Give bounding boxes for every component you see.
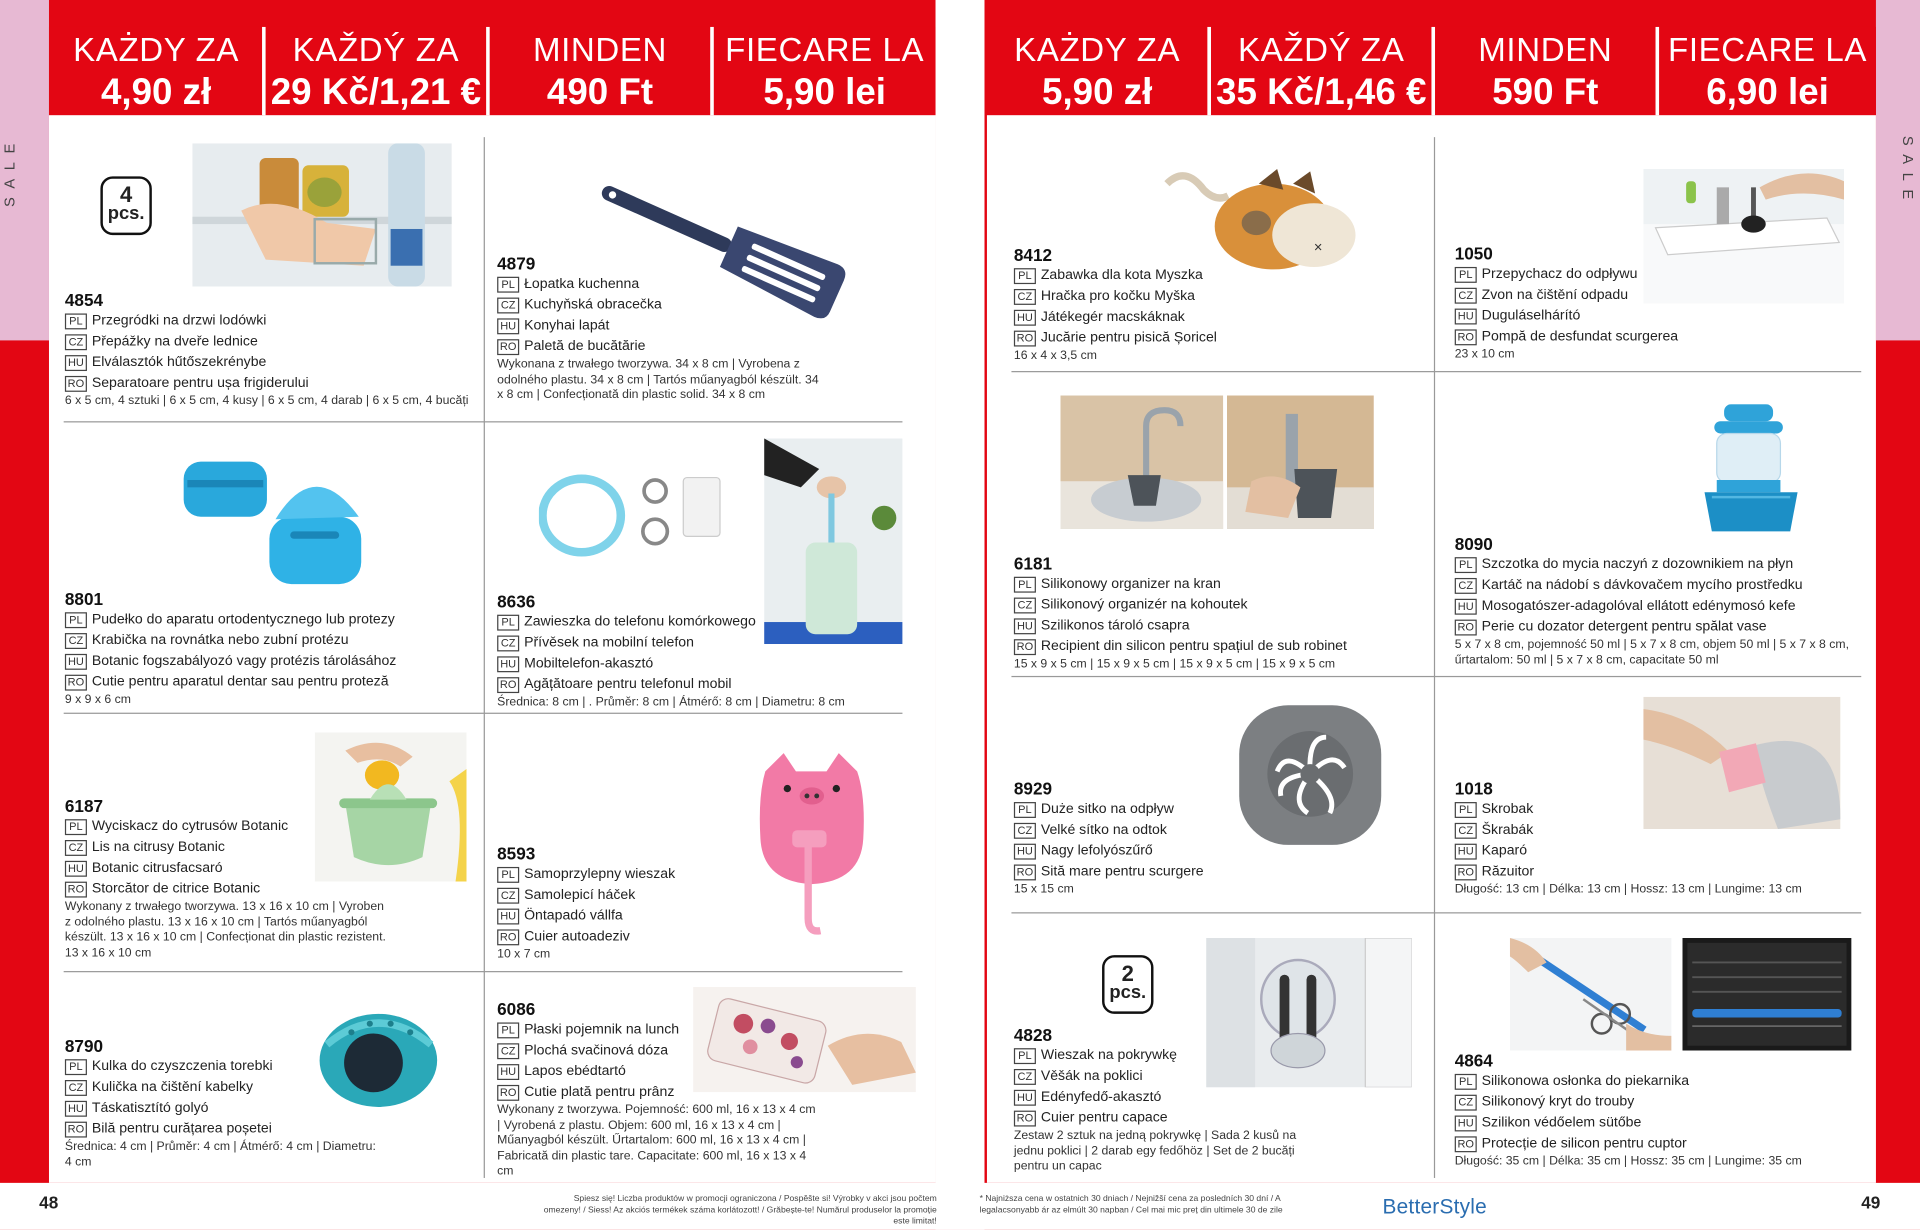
product-name-pl: Kulka do czyszczenia torebki xyxy=(91,1059,273,1074)
price-header-cz-left xyxy=(266,27,486,115)
lang-tag-hu: HU xyxy=(1014,618,1036,634)
lang-tag-pl: PL xyxy=(1455,1074,1477,1090)
product-8636 xyxy=(497,590,901,711)
product-8593 xyxy=(497,842,901,963)
product-name-hu: Duguláselhárító xyxy=(1481,308,1581,324)
lang-tag-pl: PL xyxy=(1014,268,1036,284)
lang-tag-hu: HU xyxy=(1455,844,1477,860)
right-sale-label: SALE xyxy=(1899,135,1917,208)
header-line1: FIECARE LA xyxy=(1668,31,1868,69)
price-header-ro-right xyxy=(1659,27,1876,115)
product-dimensions: Długość: 13 cm | Délka: 13 cm | Hossz: 13 cm | Lungime: 13 cm xyxy=(1454,882,1802,897)
product-name-pl: Płaski pojemnik na lunch xyxy=(524,1022,680,1038)
lang-tag-pl: PL xyxy=(1014,577,1036,593)
header-line1: KAŻDY ZA xyxy=(1014,31,1181,69)
product-4854 xyxy=(65,289,481,410)
price-header-cz-right xyxy=(1211,27,1431,115)
product-name-cz: Škrabák xyxy=(1481,822,1534,838)
lang-tag-hu: HU xyxy=(1014,310,1036,326)
lang-tag-cz: CZ xyxy=(1455,288,1477,304)
product-name-ro: Răzuitor xyxy=(1481,864,1535,880)
product-name-cz: Lis na citrusy Botanic xyxy=(91,840,225,855)
header-line1: FIECARE LA xyxy=(725,31,925,69)
product-name-ro: Recipient din silicon pentru spațiul de sub robinet xyxy=(1040,639,1347,654)
bottom-white-band xyxy=(0,1183,1920,1230)
brand-logo: BetterStyle xyxy=(1382,1195,1487,1219)
lang-tag-hu: HU xyxy=(1455,1116,1477,1132)
lang-tag-ro: RO xyxy=(1455,1136,1477,1152)
product-6086 xyxy=(497,998,901,1180)
product-name-ro: Cuier pentru capace xyxy=(1040,1110,1168,1126)
product-code: 4854 xyxy=(64,290,104,310)
page-number-left: 48 xyxy=(39,1192,59,1213)
row-divider xyxy=(1011,371,1861,372)
lang-tag-ro: RO xyxy=(497,677,519,693)
lang-tag-cz: CZ xyxy=(497,888,519,904)
header-price: 490 Ft xyxy=(546,72,654,113)
header-line1: KAŽDÝ ZA xyxy=(1237,31,1405,69)
lang-tag-cz: CZ xyxy=(1014,598,1036,614)
lang-tag-pl: PL xyxy=(1014,802,1036,818)
lang-tag-cz: CZ xyxy=(1014,289,1036,305)
product-code: 8929 xyxy=(1013,778,1053,799)
product-name-hu: Öntapadó vállfa xyxy=(524,908,623,924)
product-8412 xyxy=(1014,244,1430,365)
lang-tag-hu: HU xyxy=(497,656,519,672)
row-divider xyxy=(1011,912,1861,913)
product-image-oven-guard-scissors xyxy=(1510,938,1672,1051)
lang-tag-ro: RO xyxy=(1455,329,1477,345)
lang-tag-ro: RO xyxy=(497,929,519,945)
price-header-pl-right xyxy=(987,27,1207,115)
header-price: 29 Kč/1,21 € xyxy=(270,72,482,113)
svg-text:×: × xyxy=(1313,240,1323,257)
product-code: 8593 xyxy=(497,843,536,864)
badge-count: 2 xyxy=(1121,961,1134,986)
product-dimensions: 9 x 9 x 6 cm xyxy=(64,693,131,707)
lang-tag-pl: PL xyxy=(497,867,519,883)
product-name-ro: Protecție de silicon pentru cuptor xyxy=(1481,1136,1687,1152)
product-name-ro: Pompă de desfundat scurgerea xyxy=(1481,329,1679,345)
header-price: 6,90 lei xyxy=(1706,72,1829,113)
lang-tag-ro: RO xyxy=(1455,620,1477,636)
lang-tag-cz: CZ xyxy=(1455,823,1477,839)
product-dimensions: 15 x 15 cm xyxy=(1013,882,1074,897)
lang-tag-ro: RO xyxy=(65,882,87,898)
lang-tag-ro: RO xyxy=(497,339,519,355)
column-divider xyxy=(484,137,485,1178)
lang-tag-ro: RO xyxy=(1014,639,1036,655)
price-header-hu-left xyxy=(490,27,710,115)
product-code: 8801 xyxy=(64,588,104,609)
header-price: 35 Kč/1,46 € xyxy=(1216,72,1427,113)
header-line1: MINDEN xyxy=(532,31,668,69)
product-name-cz: Kulička na čištění kabelky xyxy=(91,1080,254,1095)
page-number-right: 49 xyxy=(1861,1192,1881,1213)
product-name-ro: Jucărie pentru pisică Șoricel xyxy=(1040,330,1217,346)
header-line1: MINDEN xyxy=(1478,31,1613,69)
product-image-oven-guard xyxy=(1682,938,1851,1051)
lang-tag-hu: HU xyxy=(65,654,87,670)
product-4879 xyxy=(497,252,901,403)
product-name-hu: Konyhai lapát xyxy=(524,318,610,334)
price-header-ro-left xyxy=(714,27,936,115)
product-name-hu: Mobiltelefon-akasztó xyxy=(524,656,654,672)
product-name-pl: Szczotka do mycia naczyń z dozownikiem na płyn xyxy=(1481,557,1794,572)
lang-tag-pl: PL xyxy=(65,612,87,628)
product-name-ro: Separatoare pentru ușa frigiderului xyxy=(91,375,309,391)
lang-tag-hu: HU xyxy=(65,355,87,371)
lang-tag-cz: CZ xyxy=(497,636,519,652)
header-price: 5,90 lei xyxy=(763,72,886,113)
product-name-hu: Szilikonos tároló csapra xyxy=(1040,618,1190,634)
product-name-pl: Zawieszka do telefonu komórkowego xyxy=(524,614,756,630)
lang-tag-ro: RO xyxy=(497,1085,519,1101)
product-name-cz: Krabička na rovnátka nebo zubní protézu xyxy=(91,633,349,648)
lang-tag-hu: HU xyxy=(1455,599,1477,615)
lang-tag-hu: HU xyxy=(497,1064,519,1080)
product-8801 xyxy=(65,588,481,709)
product-name-hu: Szilikon védőelem sütőbe xyxy=(1481,1115,1642,1131)
product-8090 xyxy=(1455,533,1871,669)
product-name-ro: Paletă de bucătărie xyxy=(524,339,646,354)
lang-tag-cz: CZ xyxy=(65,633,87,649)
lang-tag-pl: PL xyxy=(65,1059,87,1075)
lang-tag-hu: HU xyxy=(65,861,87,877)
product-name-pl: Silikonowa osłonka do piekarnika xyxy=(1481,1073,1690,1089)
quantity-badge xyxy=(1102,955,1153,1014)
lang-tag-pl: PL xyxy=(1455,802,1477,818)
product-1050 xyxy=(1455,242,1871,363)
lang-tag-cz: CZ xyxy=(65,1080,87,1096)
product-1018 xyxy=(1455,778,1871,899)
product-dimensions: Średnica: 8 cm | . Průměr: 8 cm | Átmérő: 8 cm | Diametru: 8 cm xyxy=(497,695,845,709)
lang-tag-pl: PL xyxy=(1014,1048,1036,1064)
lang-tag-pl: PL xyxy=(1455,267,1477,283)
product-name-pl: Pudełko do aparatu ortodentycznego lub protezy xyxy=(91,612,395,627)
lang-tag-hu: HU xyxy=(65,1101,87,1117)
footer-note-limited-stock: Spiesz się! Liczba produktów w promocji ograniczona / Pospěšte si! Výrobky v akci jsou počtem omezeny! / Siess! Az akciós termékek száma korlátozott! / Grăbește-te! Numărul produselor la promoție este limitat! xyxy=(543,1195,937,1226)
badge-count: 4 xyxy=(119,182,133,207)
product-name-ro: Agățătoare pentru telefonul mobil xyxy=(524,677,732,692)
product-dimensions: Wykonana z trwałego tworzywa. 34 x 8 cm | Vyrobena z odolného plastu. 34 x 8 cm | Tartós műanyagból készült. 34 x 8 cm | Confecționată din plastic solid. 34 x 8 cm xyxy=(497,357,819,402)
product-name-ro: Storcător de citrice Botanic xyxy=(91,881,261,897)
row-divider xyxy=(1011,676,1861,677)
product-8790 xyxy=(65,1035,481,1171)
product-code: 8790 xyxy=(64,1035,104,1056)
lang-tag-pl: PL xyxy=(65,819,87,835)
product-name-cz: Silikonový organizér na kohoutek xyxy=(1040,597,1248,613)
product-name-hu: Edényfedő-akasztó xyxy=(1040,1089,1162,1105)
quantity-badge xyxy=(100,176,151,235)
product-dimensions: 15 x 9 x 5 cm | 15 x 9 x 5 cm | 15 x 9 x 5 cm | 15 x 9 x 5 cm xyxy=(1013,657,1336,672)
product-code: 6187 xyxy=(64,795,104,816)
product-code: 8090 xyxy=(1454,533,1493,554)
product-name-pl: Samoprzylepny wieszak xyxy=(524,866,676,882)
product-name-pl: Silikonowy organizer na kran xyxy=(1040,576,1221,592)
product-name-hu: Lapos ebédtartó xyxy=(524,1064,626,1079)
product-name-ro: Perie cu dozator detergent pentru spălat vase xyxy=(1481,619,1767,635)
product-dimensions: Wykonany z trwałego tworzywa. 13 x 16 x 10 cm | Vyroben z odolného plastu. 13 x 16 x 10 cm | Tartós műanyagból készült. 13 x 16 x 10 cm | Confecționat din plastic rezistent. 13 x 16 x 10 cm xyxy=(64,900,386,960)
lang-tag-pl: PL xyxy=(497,1022,519,1038)
product-name-hu: Mosogatószer-adagolóval ellátott edénymosó kefe xyxy=(1481,598,1796,614)
product-dimensions: 6 x 5 cm, 4 sztuki | 6 x 5 cm, 4 kusy | 6 x 5 cm, 4 darab | 6 x 5 cm, 4 bucăți xyxy=(64,394,469,408)
lang-tag-ro: RO xyxy=(1455,864,1477,880)
lang-tag-pl: PL xyxy=(497,615,519,631)
lang-tag-cz: CZ xyxy=(497,298,519,314)
product-name-cz: Zvon na čištění odpadu xyxy=(1481,287,1629,303)
product-name-cz: Hračka pro kočku Myška xyxy=(1040,288,1195,304)
product-name-cz: Věšák na poklici xyxy=(1040,1068,1143,1084)
center-gutter xyxy=(936,0,985,1229)
product-name-cz: Silikonový kryt do trouby xyxy=(1481,1094,1635,1110)
header-line1: KAŽDÝ ZA xyxy=(292,31,460,69)
lang-tag-cz: CZ xyxy=(1014,823,1036,839)
header-price: 590 Ft xyxy=(1492,72,1599,113)
product-code: 1018 xyxy=(1454,778,1493,799)
product-dimensions: Długość: 35 cm | Délka: 35 cm | Hossz: 35 cm | Lungime: 35 cm xyxy=(1454,1154,1802,1169)
product-dimensions: Wykonany z tworzywa. Pojemność: 600 ml, 16 x 13 x 4 cm | Vyrobená z plastu. Objem: 600 ml, 16 x 13 x 4 cm | Műanyagból készült. Űrtartalom: 600 ml, 16 x 13 x 4 cm | Fabricată din plastic tare. Capacitate: 600 ml, 16 x 13 x 4 cm xyxy=(497,1103,816,1178)
product-name-cz: Kuchyňská obracečka xyxy=(524,297,662,313)
product-name-pl: Wieszak na pokrywkę xyxy=(1040,1048,1178,1063)
product-name-pl: Wyciskacz do cytrusów Botanic xyxy=(91,819,289,834)
lang-tag-cz: CZ xyxy=(1455,1095,1477,1111)
product-8929 xyxy=(1014,778,1430,899)
header-price: 4,90 zł xyxy=(100,72,212,113)
product-name-hu: Botanic fogszabályozó vagy protézis tárolásához xyxy=(91,653,397,669)
product-6181 xyxy=(1014,552,1430,673)
product-name-pl: Zabawka dla kota Myszka xyxy=(1040,268,1203,283)
lang-tag-hu: HU xyxy=(497,909,519,925)
lang-tag-ro: RO xyxy=(1014,1111,1036,1127)
product-image-faucet-organizer xyxy=(1060,396,1223,529)
product-code: 6086 xyxy=(497,999,536,1019)
product-code: 8636 xyxy=(497,591,536,612)
lang-tag-ro: RO xyxy=(1014,864,1036,880)
product-code: 1050 xyxy=(1454,243,1493,264)
product-name-hu: Játékegér macskáknak xyxy=(1040,309,1185,325)
product-name-hu: Nagy lefolyószűrő xyxy=(1040,843,1153,859)
lang-tag-hu: HU xyxy=(1455,309,1477,325)
product-name-ro: Cuier autoadeziv xyxy=(524,929,630,945)
product-dimensions: 23 x 10 cm xyxy=(1454,347,1515,362)
product-dimensions: 5 x 7 x 8 cm, pojemność 50 ml | 5 x 7 x 8 cm, objem 50 ml | 5 x 7 x 8 cm, űrtartalom: 50 ml | 5 x 7 x 8 cm, capacitate 50 ml xyxy=(1454,637,1849,667)
product-dimensions: 10 x 7 cm xyxy=(497,947,551,962)
product-image-fridge-dividers xyxy=(192,143,452,286)
product-code: 8412 xyxy=(1013,244,1053,265)
product-4828 xyxy=(1014,1024,1430,1175)
lang-tag-cz: CZ xyxy=(65,840,87,856)
product-name-hu: Táskatisztító golyó xyxy=(91,1100,209,1116)
product-name-ro: Cutie pentru aparatul dentar sau pentru proteză xyxy=(91,674,389,690)
header-price: 5,90 zł xyxy=(1042,72,1153,113)
lang-tag-ro: RO xyxy=(65,376,87,392)
left-sale-label: SALE xyxy=(1,135,19,208)
lang-tag-pl: PL xyxy=(65,313,87,329)
product-name-cz: Přepážky na dveře lednice xyxy=(91,334,258,349)
product-name-hu: Botanic citrusfacsaró xyxy=(91,860,223,876)
product-name-pl: Łopatka kuchenna xyxy=(524,276,640,292)
badge-unit: pcs. xyxy=(1109,982,1147,1003)
lang-tag-hu: HU xyxy=(1014,844,1036,860)
product-code: 4864 xyxy=(1454,1050,1493,1071)
header-line1: KAŻDY ZA xyxy=(73,31,240,69)
product-code: 6181 xyxy=(1013,553,1053,574)
product-6187 xyxy=(65,795,481,962)
product-name-cz: Přívěsek na mobilní telefon xyxy=(524,635,694,651)
lang-tag-cz: CZ xyxy=(497,1043,519,1059)
product-4864 xyxy=(1455,1049,1871,1170)
price-header-hu-right xyxy=(1435,27,1655,115)
lang-tag-ro: RO xyxy=(65,1122,87,1138)
product-image-denture-box xyxy=(178,443,368,592)
badge-unit: pcs. xyxy=(107,203,145,225)
lang-tag-cz: CZ xyxy=(1014,1069,1036,1085)
lang-tag-hu: HU xyxy=(497,318,519,334)
product-name-ro: Cutie plată pentru prânz xyxy=(524,1084,675,1100)
product-image-dish-brush xyxy=(1702,404,1800,536)
product-name-pl: Skrobak xyxy=(1481,802,1534,817)
product-image-faucet-organizer-2 xyxy=(1227,396,1374,529)
product-dimensions: Średnica: 4 cm | Průměr: 4 cm | Átmérő: 4 cm | Diametru: 4 cm xyxy=(64,1140,376,1169)
footer-note-lowest-price: * Najniższa cena w ostatnich 30 dniach / Nejnižší cena za posledních 30 dní / A legalacsonyabb ár az elmúlt 30 napban / Cel mai mic preț din ultimele 30 de zile xyxy=(979,1195,1283,1215)
lang-tag-hu: HU xyxy=(1014,1090,1036,1106)
product-dimensions: Zestaw 2 sztuk na jedną pokrywkę | Sada 2 kusů na jednu poklici | 2 darab egy fedőhöz | Set de 2 bucăți pentru un capac xyxy=(1013,1128,1297,1174)
product-name-pl: Przepychacz do odpływu xyxy=(1481,266,1638,282)
product-name-ro: Bilă pentru curățarea poșetei xyxy=(91,1121,272,1137)
product-code: 4879 xyxy=(497,253,536,274)
lang-tag-ro: RO xyxy=(1014,331,1036,347)
product-name-pl: Duże sitko na odpływ xyxy=(1040,802,1174,817)
product-name-cz: Velké sítko na odtok xyxy=(1040,822,1167,838)
product-image-phone-strap xyxy=(539,460,729,558)
product-dimensions: 16 x 4 x 3,5 cm xyxy=(1013,348,1097,363)
product-name-cz: Plochá svačinová dóza xyxy=(524,1043,669,1058)
product-name-hu: Kaparó xyxy=(1481,843,1528,859)
product-name-hu: Elválasztók hűtőszekrénybe xyxy=(91,355,267,370)
lang-tag-pl: PL xyxy=(497,277,519,293)
lang-tag-pl: PL xyxy=(1455,557,1477,573)
column-divider xyxy=(1434,137,1435,1178)
lang-tag-ro: RO xyxy=(65,675,87,691)
lang-tag-cz: CZ xyxy=(1455,578,1477,594)
product-name-cz: Kartáč na nádobí s dávkovačem mycího prostředku xyxy=(1481,577,1803,593)
product-name-pl: Przegródki na drzwi lodówki xyxy=(91,313,267,329)
product-name-ro: Sită mare pentru scurgere xyxy=(1040,864,1204,880)
product-name-cz: Samolepicí háček xyxy=(524,887,636,903)
product-code: 4828 xyxy=(1013,1024,1053,1045)
price-header-pl-left xyxy=(49,27,263,115)
lang-tag-cz: CZ xyxy=(65,334,87,350)
